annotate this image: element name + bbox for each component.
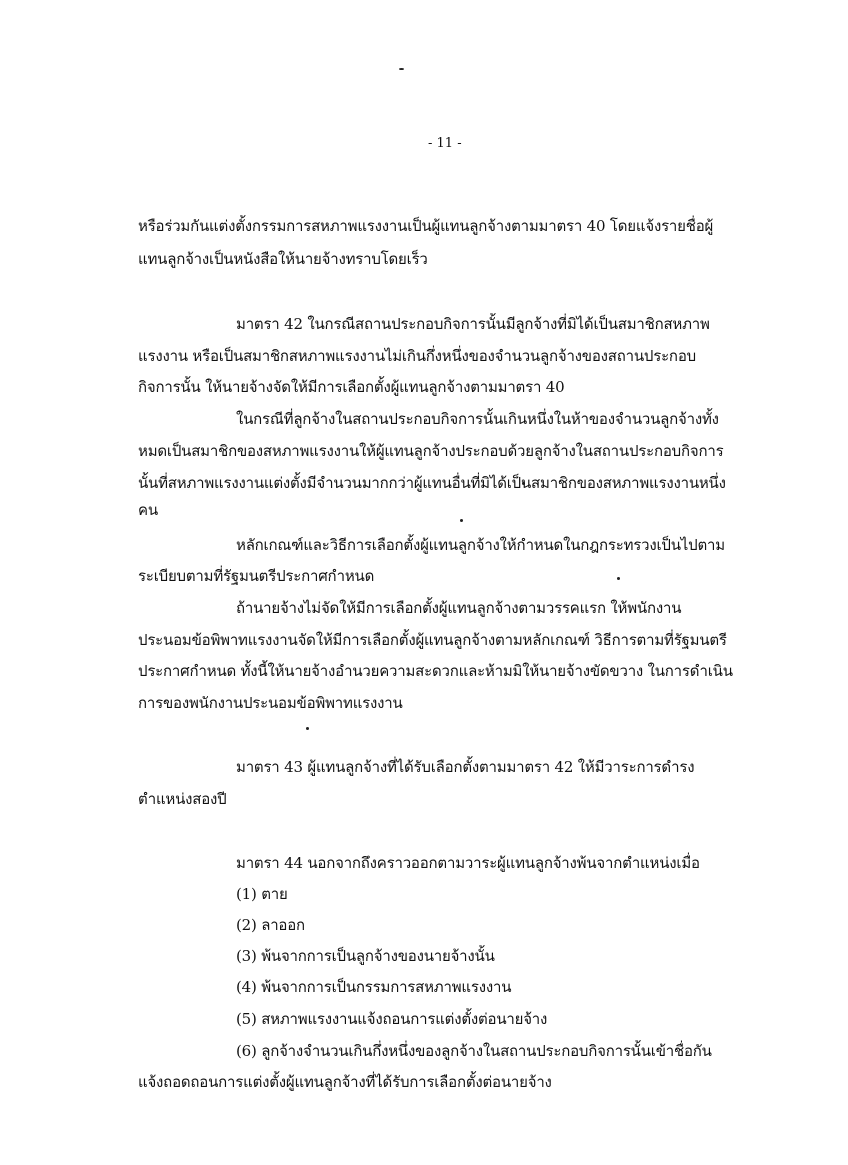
text-line: (6) ลูกจ้างจำนวนเกินกึ่งหนึ่งของลูกจ้างในสถานประกอบกิจการนั้นเข้าชื่อกัน: [236, 1042, 712, 1060]
text-line: (1) ตาย: [236, 885, 288, 903]
text-line: มาตรา 42 ในกรณีสถานประกอบกิจการนั้นมีลูกจ้างที่มิได้เป็นสมาชิกสหภาพ: [236, 315, 710, 333]
text-line: แจ้งถอดถอนการแต่งตั้งผู้แทนลูกจ้างที่ได้รับการเลือกตั้งต่อนายจ้าง: [138, 1073, 552, 1091]
scan-speck: [306, 727, 309, 730]
text-line: ในกรณีที่ลูกจ้างในสถานประกอบกิจการนั้นเกินหนึ่งในห้าของจำนวนลูกจ้างทั้ง: [236, 410, 719, 428]
text-line: หมดเป็นสมาชิกของสหภาพแรงงานให้ผู้แทนลูกจ้างประกอบด้วยลูกจ้างในสถานประกอบกิจการ: [138, 442, 724, 460]
text-line: ตำแหน่งสองปี: [138, 790, 227, 808]
text-line: ระเบียบตามที่รัฐมนตรีประกาศกำหนด: [138, 567, 375, 585]
text-line: แรงงาน หรือเป็นสมาชิกสหภาพแรงงานไม่เกินกึ่งหนึ่งของจำนวนลูกจ้างของสถานประกอบ: [138, 347, 696, 365]
text-line: (5) สหภาพแรงงานแจ้งถอนการแต่งตั้งต่อนายจ้าง: [236, 1010, 548, 1028]
text-line: ประกาศกำหนด ทั้งนี้ให้นายจ้างอำนวยความสะดวกและห้ามมิให้นายจ้างขัดขวาง ในการดำเนิน: [138, 662, 733, 680]
text-line: ถ้านายจ้างไม่จัดให้มีการเลือกตั้งผู้แทนลูกจ้างตามวรรคแรก ให้พนักงาน: [236, 599, 682, 617]
text-line: (4) พ้นจากการเป็นกรรมการสหภาพแรงงาน: [236, 978, 512, 996]
scan-speck: [399, 68, 404, 70]
text-line: หรือร่วมกันแต่งตั้งกรรมการสหภาพแรงงานเป็นผู้แทนลูกจ้างตามมาตรา 40 โดยแจ้งรายชื่อผู้: [138, 217, 714, 235]
text-line: นั้นที่สหภาพแรงงานแต่งตั้งมีจำนวนมากกว่าผู้แทนอื่นที่มิได้เป็นสมาชิกของสหภาพแรงงานหนึ่ง: [138, 474, 726, 492]
text-line: แทนลูกจ้างเป็นหนังสือให้นายจ้างทราบโดยเร็ว: [138, 250, 428, 268]
text-line: การของพนักงานประนอมข้อพิพาทแรงงาน: [138, 694, 403, 712]
text-line: (3) พ้นจากการเป็นลูกจ้างของนายจ้างนั้น: [236, 947, 495, 965]
text-line: กิจการนั้น ให้นายจ้างจัดให้มีการเลือกตั้งผู้แทนลูกจ้างตามมาตรา 40: [138, 378, 565, 396]
text-line: ประนอมข้อพิพาทแรงงานจัดให้มีการเลือกตั้งผู้แทนลูกจ้างตามหลักเกณฑ์ วิธีการตามที่รัฐมนตรี: [138, 631, 727, 649]
text-line: มาตรา 44 นอกจากถึงคราวออกตามวาระผู้แทนลูกจ้างพ้นจากตำแหน่งเมื่อ: [236, 854, 700, 872]
scan-speck: [617, 577, 620, 580]
scan-speck: [460, 519, 463, 522]
text-line: คน: [138, 501, 158, 519]
text-line: (2) ลาออก: [236, 916, 305, 934]
page-number: - 11 -: [428, 136, 462, 151]
text-line: หลักเกณฑ์และวิธีการเลือกตั้งผู้แทนลูกจ้างให้กำหนดในกฎกระทรวงเป็นไปตาม: [236, 536, 725, 554]
text-line: มาตรา 43 ผู้แทนลูกจ้างที่ได้รับเลือกตั้งตามมาตรา 42 ให้มีวาระการดำรง: [236, 758, 695, 776]
